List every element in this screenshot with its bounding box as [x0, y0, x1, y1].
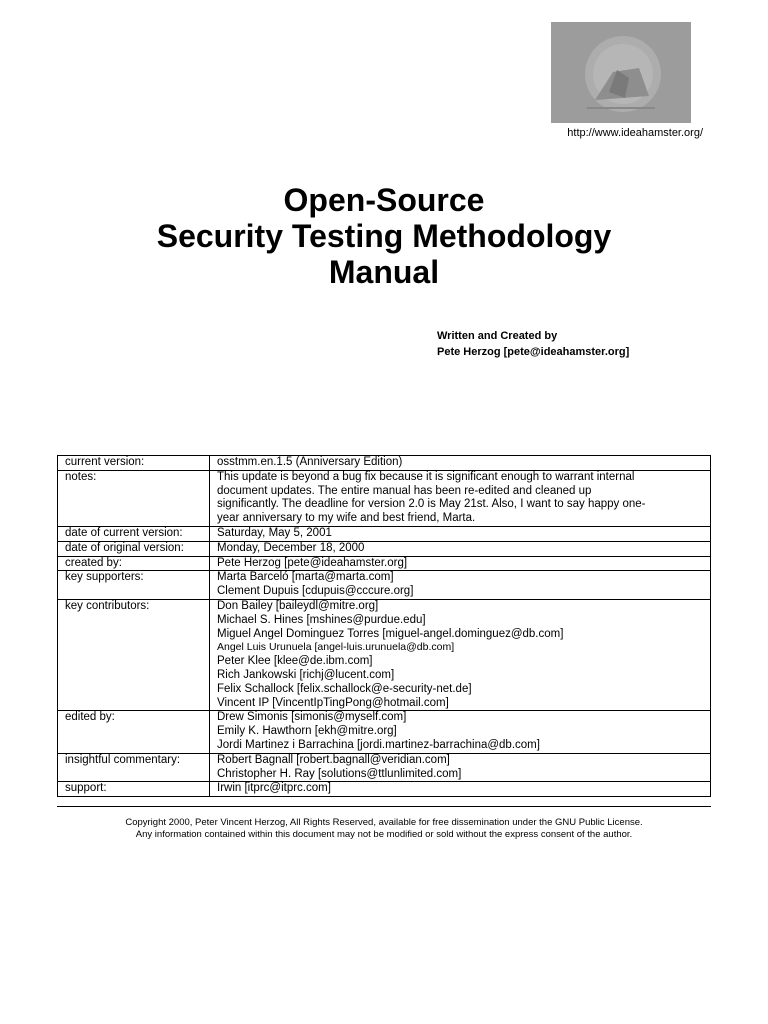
row-value: [210, 470, 711, 526]
row-label: date of original version:: [58, 541, 210, 556]
title-line-3: Manual: [328, 254, 440, 290]
value-line: Marta Barceló [marta@marta.com]: [217, 571, 394, 584]
value-line: Jordi Martinez i Barrachina [jordi.martinez-barrachina@db.com]: [217, 738, 540, 751]
row-label: support:: [58, 782, 210, 797]
value-line: year anniversary to my wife and best friend, Marta.: [217, 512, 476, 525]
table-row: [58, 599, 711, 710]
table-row: [58, 456, 711, 471]
value-line: Vincent IP [VincentIpTingPong@hotmail.com]: [217, 696, 449, 709]
author-block: [437, 328, 629, 360]
row-label: edited by:: [58, 711, 210, 753]
value-line: Drew Simonis [simonis@myself.com]: [217, 711, 407, 724]
row-value: [210, 753, 711, 782]
site-url[interactable]: http://www.ideahamster.org/: [567, 127, 703, 139]
copyright-line: Copyright 2000, Peter Vincent Herzog, All Rights Reserved, available for free dissemination under the GNU Public License.: [125, 817, 643, 828]
license-notice-line: Any information contained within this document may not be modified or sold without the express consent of the author.: [135, 829, 633, 840]
idea-hamster-logo-icon: [551, 22, 691, 123]
row-label: created by:: [58, 556, 210, 571]
row-value: [210, 599, 711, 710]
value-line: Rich Jankowski [richj@lucent.com]: [217, 668, 395, 681]
row-label: date of current version:: [58, 526, 210, 541]
row-value: [210, 571, 711, 600]
row-value: [210, 541, 711, 556]
value-line: Robert Bagnall [robert.bagnall@veridian.com]: [217, 753, 450, 766]
table-row: [58, 571, 711, 600]
value-line: This update is beyond a bug fix because it is significant enough to warrant internal: [217, 470, 635, 483]
row-value: [210, 526, 711, 541]
value-line: Clement Dupuis [cdupuis@cccure.org]: [217, 585, 414, 598]
title-line-2: Security Testing Methodology: [156, 218, 612, 254]
author-name: Pete Herzog [pete@ideahamster.org]: [437, 346, 630, 358]
table-row: [58, 541, 711, 556]
row-value: [210, 556, 711, 571]
row-label: key supporters:: [58, 571, 210, 600]
row-label: current version:: [58, 456, 210, 471]
value-line: Irwin [itprc@itprc.com]: [217, 782, 331, 795]
value-line: Felix Schallock [felix.schallock@e-security-net.de]: [217, 682, 472, 695]
copyright-footer: [0, 817, 768, 841]
table-row: [58, 753, 711, 782]
row-value: [210, 456, 711, 471]
document-title: [0, 182, 768, 290]
value-line: Miguel Angel Dominguez Torres [miguel-angel.dominguez@db.com]: [217, 627, 564, 640]
table-row: [58, 470, 711, 526]
table-row: [58, 526, 711, 541]
footer-divider: [57, 806, 711, 807]
author-credit-label: Written and Created by: [437, 330, 558, 342]
value-line: Michael S. Hines [mshines@purdue.edu]: [217, 613, 426, 626]
row-label: key contributors:: [58, 599, 210, 710]
title-line-1: Open-Source: [283, 182, 485, 218]
row-value: [210, 782, 711, 797]
table-row: [58, 782, 711, 797]
row-label: notes:: [58, 470, 210, 526]
value-line: Emily K. Hawthorn [ekh@mitre.org]: [217, 725, 397, 738]
value-line: Pete Herzog [pete@ideahamster.org]: [217, 556, 408, 569]
table-row: [58, 556, 711, 571]
value-line: document updates. The entire manual has been re-edited and cleaned up: [217, 484, 592, 497]
row-label: insightful commentary:: [58, 753, 210, 782]
value-line: Christopher H. Ray [solutions@ttlunlimited.com]: [217, 767, 462, 780]
value-line: Angel Luis Urunuela [angel-luis.urunuela@db.com]: [217, 641, 455, 654]
row-value: [210, 711, 711, 753]
table-row: [58, 711, 711, 753]
document-info-table: [57, 455, 711, 797]
value-line: osstmm.en.1.5 (Anniversary Edition): [217, 456, 403, 468]
value-line: Monday, December 18, 2000: [217, 541, 365, 554]
value-line: Saturday, May 5, 2001: [217, 526, 332, 539]
value-line: Don Bailey [baileydl@mitre.org]: [217, 599, 379, 612]
value-line: Peter Klee [klee@de.ibm.com]: [217, 655, 373, 668]
value-line: significantly. The deadline for version 2.0 is May 21st. Also, I want to say happy one-: [217, 498, 646, 511]
